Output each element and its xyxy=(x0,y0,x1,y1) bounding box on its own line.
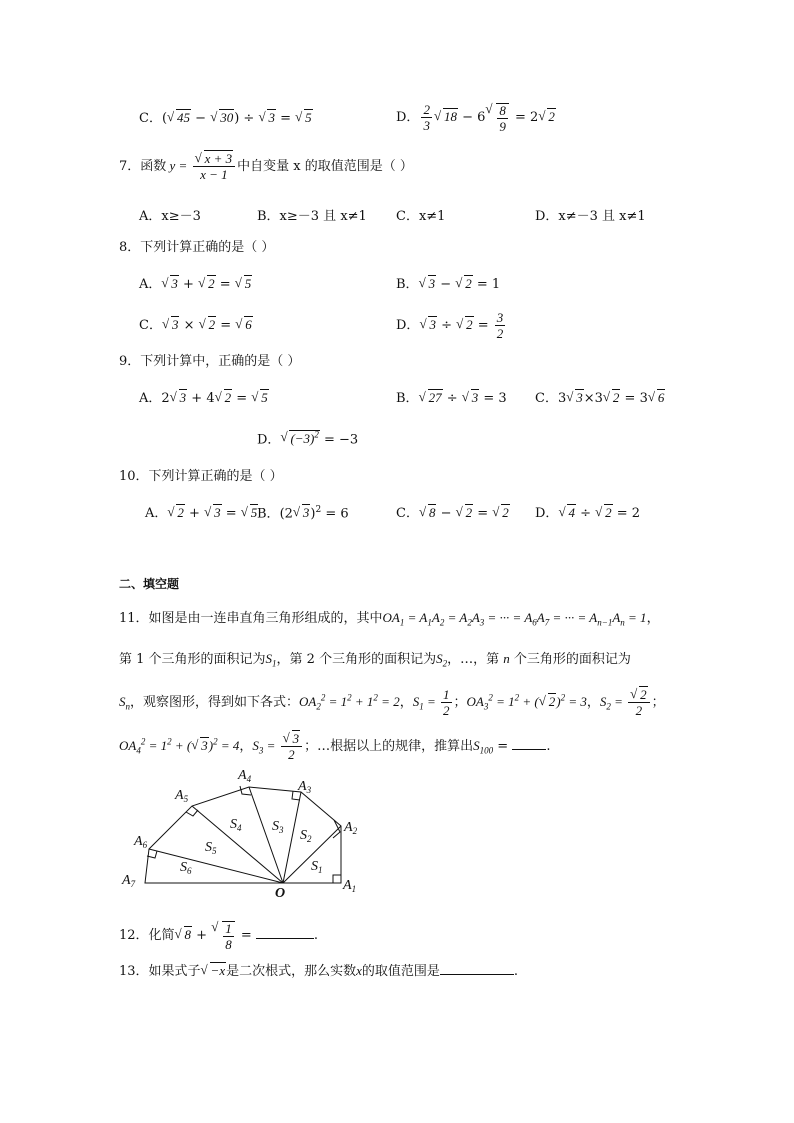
q13: 13．如果式子√ −x是二次根式，那么实数x的取值范围是 . xyxy=(119,964,518,978)
label-s4: $S_4$ xyxy=(230,817,242,833)
q8-stem: 8．下列计算正确的是（ ） xyxy=(119,240,275,255)
q6-option-c: C．(√ 45 − √ 30) ÷ √ 3 = √ 5 xyxy=(139,111,313,125)
label-s2: $S_2$ xyxy=(300,828,312,844)
label-a1: $A_1$ xyxy=(343,878,357,894)
label-s3: $S_3$ xyxy=(272,819,284,835)
q8-option-c: C．√ 3 × √ 2 = √ 6 xyxy=(139,318,253,332)
q12-answer-blank[interactable] xyxy=(256,938,314,939)
q10-option-b: B．(2√ 3)$^2$ = 6 xyxy=(257,506,349,520)
q9-option-d: D．√ $(-3)^2 = -3$ xyxy=(257,431,358,446)
label-a2: $A_2$ xyxy=(344,820,358,836)
label-a7: $A_7$ xyxy=(122,873,136,889)
q10-stem: 10．下列计算正确的是（ ） xyxy=(119,469,283,484)
q11-line1: 11．如图是由一连串直角三角形组成的，其中$OA_1 = A_1A_2 = A_2A_3$ = ··· = $A_6A_7$ = ··· = $A_{n-1}A_n = 1$， xyxy=(119,610,660,628)
q9-option-b: B．√ 27 ÷ √ 3 = 3 xyxy=(396,391,507,405)
q10-option-a: A．√ 2 + √ 3 = √ 5 xyxy=(145,506,258,520)
q8-option-b: B．√ 3 − √ 2 = 1 xyxy=(396,277,500,291)
q11-line3: $S_n$，观察图形，得到如下各式：$OA_2^2 = 1^2 + 1^2 = 2$，$S_1$ = $\frac{1}{2}$ ；$OA_3^2 = 1^2$ + (√ 2)$^2$ = 3，$S_2$ = √ $\frac{2}{2}$ ； xyxy=(119,688,665,717)
q6-option-d: D． $\frac{2}{3}$ √ 18 − 6 √ $\frac{8}{9}$ = 2√ 2 xyxy=(396,103,556,133)
section-title: 二、填空题 xyxy=(119,577,180,591)
q11-line4: $OA_4^2 = 1^2$ + (√ 3)$^2$ = 4，$S_3$ = √ $\frac{3}{2}$ ；…根据以上的规律，推算出$S_{100}$ = . xyxy=(119,732,550,761)
label-s6: $S_6$ xyxy=(180,860,192,876)
label-a3: $A_3$ xyxy=(298,779,312,795)
q7-option-b: B．x≥－3 且 x≠1 xyxy=(257,209,367,224)
q13-answer-blank[interactable] xyxy=(440,974,514,975)
q9-option-c: C．3√ 3×3√ 2 = 3√ 6 xyxy=(535,391,665,405)
q11-answer-blank[interactable] xyxy=(512,749,546,750)
q10-option-c: C．√ 8 − √ 2 = √ 2 xyxy=(396,506,510,520)
label-a5: $A_5$ xyxy=(175,788,189,804)
label-o: O xyxy=(275,886,286,901)
q7-option-c: C．x≠1 xyxy=(396,209,446,224)
label-a6: $A_6$ xyxy=(134,834,148,850)
q9-stem: 9．下列计算中，正确的是（ ） xyxy=(119,354,301,369)
label-a4: $A_4$ xyxy=(238,768,252,784)
q12: 12．化简√ 8 + √ $\frac{1}{8}$ = . xyxy=(119,921,318,951)
q9-option-a: A．2√ 3 + 4√ 2 = √ 5 xyxy=(139,391,269,405)
q11-line2: 第 1 个三角形的面积记为$S_1$，第 2 个三角形的面积记为$S_2$，…，第 n 个三角形的面积记为 xyxy=(119,651,631,669)
q8-option-d: D．√ 3 ÷ √ 2 = $\frac{3}{2}$ xyxy=(396,311,507,340)
label-s1: $S_1$ xyxy=(311,859,323,875)
q7-option-a: A．x≥－3 xyxy=(139,209,201,224)
q7-stem: 7．函数 y = √ $\frac{x + 3}{x - 1}$ 中自变量 x 的取值范围是（ ） xyxy=(119,152,413,181)
label-s5: $S_5$ xyxy=(205,840,217,856)
q8-option-a: A．√ 3 + √ 2 = √ 5 xyxy=(139,277,252,291)
q7-option-d: D．x≠－3 且 x≠1 xyxy=(535,209,646,224)
q10-option-d: D．√ 4 ÷ √ 2 = 2 xyxy=(535,506,640,520)
